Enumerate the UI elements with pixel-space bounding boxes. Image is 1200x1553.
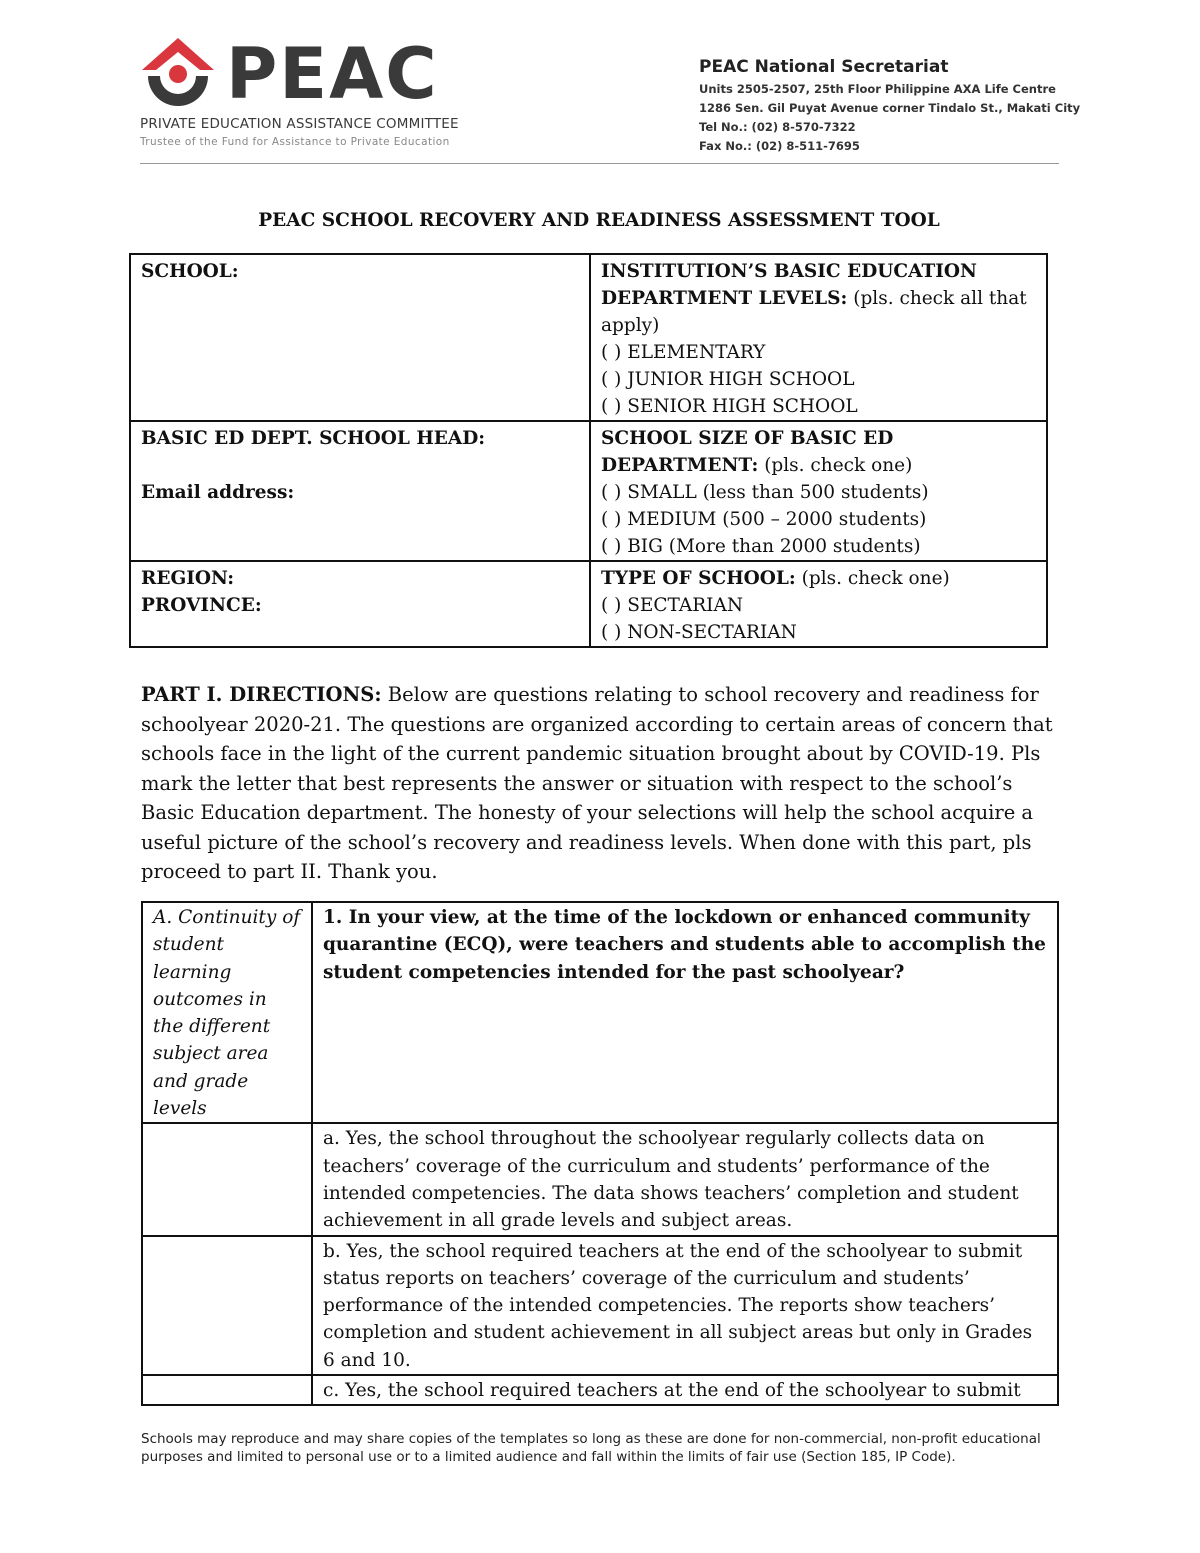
region-field[interactable] [130, 561, 590, 647]
province-label: PROVINCE: [141, 595, 262, 616]
region-label: REGION: [141, 568, 235, 589]
secretariat-title: PEAC National Secretariat [699, 57, 949, 77]
concern-area: A. Continuity of student learning outcomes in the different subject area and grade levels [142, 902, 312, 1123]
copyright-footer: Schools may reproduce and may share copies of the templates so long as these are done for non-commercial, non-profit educational purposes and limited to personal use or to a limited audience and fall within the limits of fair use (Section 185, IP Code). [141, 1431, 1041, 1465]
info-row-head [130, 421, 1047, 561]
question-row [142, 902, 1058, 1123]
school-label: SCHOOL: [141, 261, 239, 282]
answer-row-b [142, 1236, 1058, 1375]
secretariat-address-2: 1286 Sen. Gil Puyat Avenue corner Tindalo St., Makati City [699, 101, 1081, 115]
school-head-field[interactable] [130, 421, 590, 561]
type-hint: (pls. check one) [795, 568, 950, 589]
secretariat-contact [699, 54, 1079, 156]
logo-wordmark: PEAC [226, 33, 439, 115]
answer-mark-b[interactable] [142, 1236, 312, 1375]
answer-mark-c[interactable] [142, 1375, 312, 1405]
school-head-label: BASIC ED DEPT. SCHOOL HEAD: [141, 428, 486, 449]
levels-option-jhs[interactable]: ( ) JUNIOR HIGH SCHOOL [601, 369, 855, 390]
answer-mark-a[interactable] [142, 1123, 312, 1235]
secretariat-tel: Tel No.: (02) 8-570-7322 [699, 120, 856, 134]
directions-text: Below are questions relating to school recovery and readiness for schoolyear 2020-21. The questions are organized according to certain areas of concern that schools face in the light of the current pandemic situation brought about by COVID-19. Pls mark the letter that best represents the answer or situation with respect to the school’s Basic Education department. The honesty of your selections will help the school acquire a useful picture of the school’s recovery and readiness levels. When done with this part, pls proceed to part II. Thank you. [141, 683, 1053, 883]
logo-tagline: Trustee of the Fund for Assistance to Private Education [140, 136, 450, 148]
info-row-region [130, 561, 1047, 647]
answer-option-c[interactable]: c. Yes, the school required teachers at the end of the schoolyear to submit [312, 1375, 1058, 1405]
school-field[interactable] [130, 254, 590, 421]
answer-row-a [142, 1123, 1058, 1235]
logo-subtitle: PRIVATE EDUCATION ASSISTANCE COMMITTEE [140, 116, 459, 132]
type-option-sectarian[interactable]: ( ) SECTARIAN [601, 595, 744, 616]
directions-label: PART I. DIRECTIONS: [141, 683, 382, 706]
question-table [141, 901, 1059, 1406]
info-row-school [130, 254, 1047, 421]
size-option-big[interactable]: ( ) BIG (More than 2000 students) [601, 536, 921, 557]
document-title: PEAC SCHOOL RECOVERY AND READINESS ASSESSMENT TOOL [258, 210, 940, 231]
answer-row-c [142, 1375, 1058, 1405]
school-info-table [129, 253, 1048, 648]
levels-option-shs[interactable]: ( ) SENIOR HIGH SCHOOL [601, 396, 858, 417]
size-option-small[interactable]: ( ) SMALL (less than 500 students) [601, 482, 929, 503]
size-hint: (pls. check one) [758, 455, 913, 476]
question-1: 1. In your view, at the time of the lockdown or enhanced community quarantine (ECQ), were teachers and students able to accomplish the student competencies intended for the past schoolyear? [312, 902, 1058, 1123]
answer-option-a[interactable]: a. Yes, the school throughout the schoolyear regularly collects data on teachers’ coverage of the curriculum and students’ performance of the intended competencies. The data shows teachers’ completion and student achievement in all grade levels and subject areas. [312, 1123, 1058, 1235]
peac-logo [140, 33, 470, 156]
size-field [590, 421, 1047, 561]
levels-label: INSTITUTION’S BASIC EDUCATION DEPARTMENT LEVELS: [601, 261, 977, 309]
secretariat-address-1: Units 2505-2507, 25th Floor Philippine AXA Life Centre [699, 82, 1056, 96]
type-label: TYPE OF SCHOOL: [601, 568, 796, 589]
secretariat-fax: Fax No.: (02) 8-511-7695 [699, 139, 860, 153]
peac-logo-icon [140, 36, 216, 112]
email-label: Email address: [141, 482, 295, 503]
levels-option-elementary[interactable]: ( ) ELEMENTARY [601, 342, 766, 363]
levels-hint: (pls. check all that apply) [601, 288, 1027, 336]
type-field [590, 561, 1047, 647]
answer-option-b[interactable]: b. Yes, the school required teachers at the end of the schoolyear to submit status reports on teachers’ coverage of the curriculum and students’ performance of the intended competencies. The reports show teachers’ completion and student achievement in all subject areas but only in Grades 6 and 10. [312, 1236, 1058, 1375]
size-option-medium[interactable]: ( ) MEDIUM (500 – 2000 students) [601, 509, 927, 530]
size-label: SCHOOL SIZE OF BASIC ED DEPARTMENT: [601, 428, 894, 476]
part1-directions [141, 680, 1056, 887]
header-divider [140, 163, 1059, 164]
levels-field [590, 254, 1047, 421]
type-option-nonsectarian[interactable]: ( ) NON-SECTARIAN [601, 622, 797, 643]
